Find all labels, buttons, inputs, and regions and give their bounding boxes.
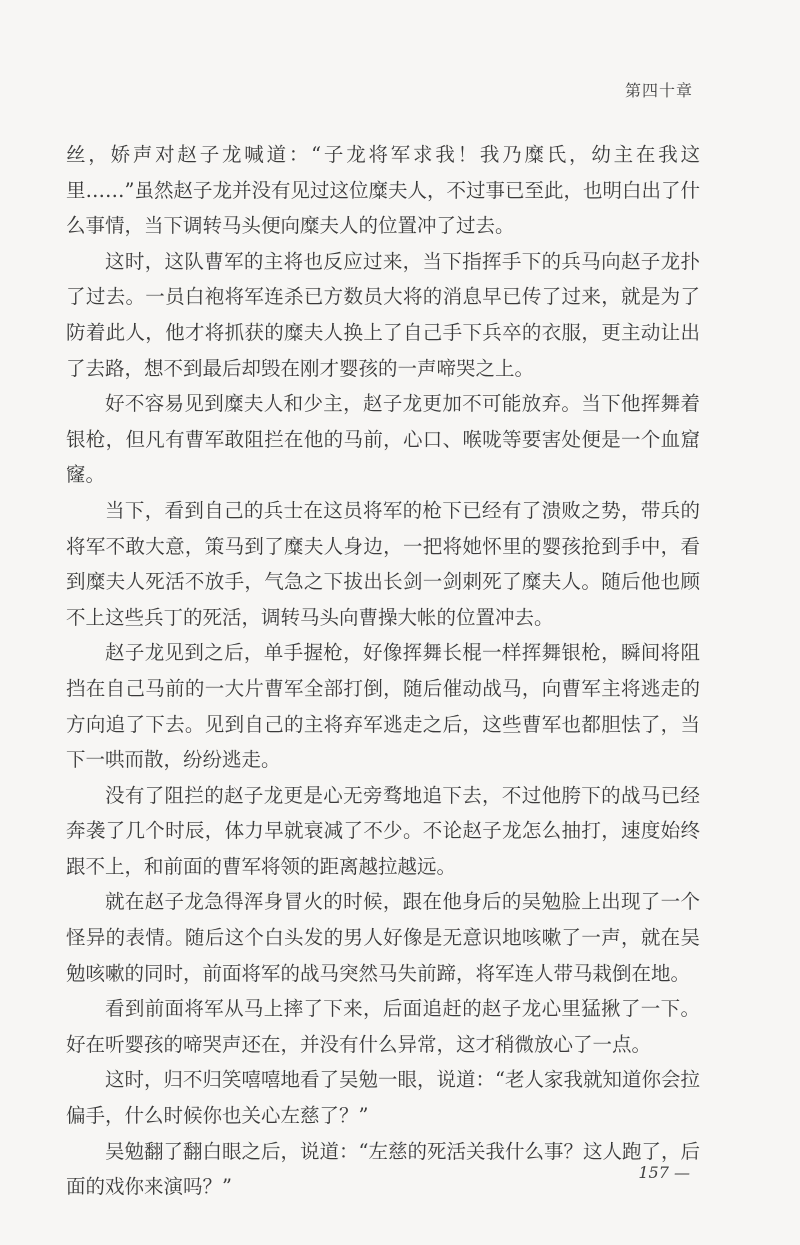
paragraph: 当下，看到自己的兵士在这员将军的枪下已经有了溃败之势，带兵的将军不敢大意，策马到了糜夫人身边，一把将她怀里的婴孩抢到手中，看到糜夫人死活不放手，气急之下拔出长剑一剑刺死了糜夫人。随后他也顾不上这些兵丁的死活，调转马头向曹操大帐的位置冲去。: [66, 498, 700, 629]
paragraph: 这时，这队曹军的主将也反应过来，当下指挥手下的兵马向赵子龙扑了过去。一员白袍将军连杀已方数员大将的消息早已传了过来，就是为了防着此人，他才将抓获的糜夫人换上了自己手下兵卒的衣服，更主动让出了去路，想不到最后却毁在刚才婴孩的一声啼哭之上。: [66, 249, 700, 380]
paragraph: 丝，娇声对赵子龙喊道：“子龙将军求我！我乃糜氏，幼主在我这里……”虽然赵子龙并没有见过这位糜夫人，不过事已至此，也明白出了什么事情，当下调转马头便向糜夫人的位置冲了过去。: [66, 143, 700, 238]
chapter-header: 第四十章: [624, 81, 693, 100]
paragraph: 看到前面将军从马上摔了下来，后面追赶的赵子龙心里猛揪了一下。好在听婴孩的啼哭声还在，并没有什么异常，这才稍微放心了一点。: [66, 997, 700, 1056]
body-text: [66, 137, 700, 1205]
paragraph: 这时，归不归笑嘻嘻地看了吴勉一眼，说道：“老人家我就知道你会拉偏手，什么时候你也关心左慈了？”: [66, 1068, 700, 1128]
page-number: 157 —: [638, 1163, 690, 1182]
paragraph: 好不容易见到糜夫人和少主，赵子龙更加不可能放弃。当下他挥舞着银枪，但凡有曹军敢阻拦在他的马前，心口、喉咙等要害处便是一个血窟窿。: [66, 392, 700, 487]
paragraph: 吴勉翻了翻白眼之后，说道：“左慈的死活关我什么事？这人跑了，后面的戏你来演吗？”: [66, 1139, 700, 1199]
paragraph: 就在赵子龙急得浑身冒火的时候，跟在他身后的吴勉脸上出现了一个怪异的表情。随后这个白头发的男人好像是无意识地咳嗽了一声，就在吴勉咳嗽的同时，前面将军的战马突然马失前蹄，将军连人带马栽倒在地。: [66, 890, 700, 985]
paragraph: 赵子龙见到之后，单手握枪，好像挥舞长棍一样挥舞银枪，瞬间将阻挡在自己马前的一大片曹军全部打倒，随后催动战马，向曹军主将逃走的方向追了下去。见到自己的主将弃军逃走之后，这些曹军也都胆怯了，当下一哄而散，纷纷逃走。: [66, 641, 700, 772]
paragraph: 没有了阻拦的赵子龙更是心无旁骛地追下去，不过他胯下的战马已经奔袭了几个时辰，体力早就衰减了不少。不论赵子龙怎么抽打，速度始终跟不上，和前面的曹军将领的距离越拉越远。: [66, 783, 700, 878]
